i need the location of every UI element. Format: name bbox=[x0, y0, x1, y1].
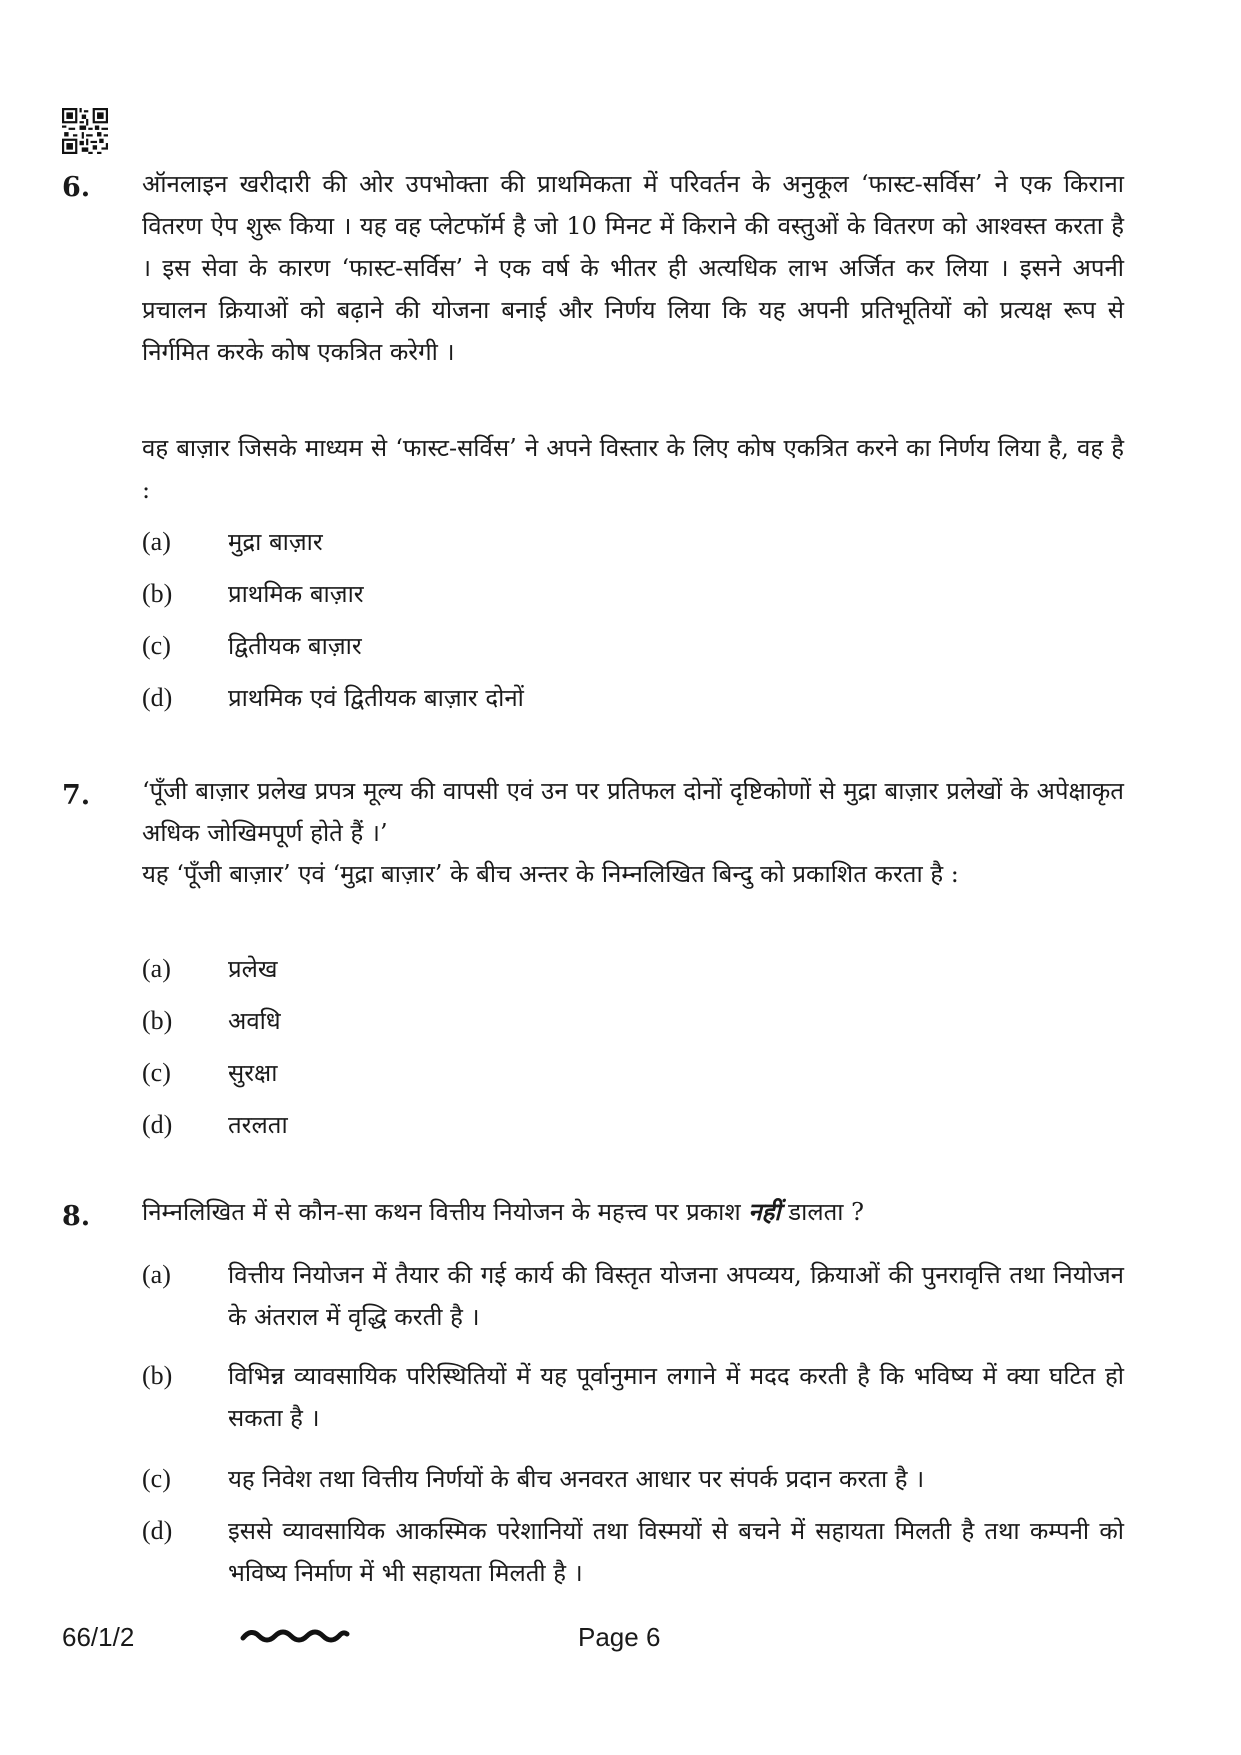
stem-text: डालता ? bbox=[788, 1198, 865, 1226]
option-label: (d) bbox=[142, 1516, 173, 1545]
option-label: (a) bbox=[142, 954, 171, 983]
option-label: (c) bbox=[142, 1464, 171, 1493]
option-text: इससे व्यावसायिक आकस्मिक परेशानियों तथा विस्मयों से बचने में सहायता मिलती है तथा कम्पनी को भविष्य निर्माण में भी सहायता मिलती है । bbox=[228, 1517, 1124, 1587]
question-paragraph: ऑनलाइन खरीदारी की ओर उपभोक्ता की प्राथमिकता में परिवर्तन के अनुकूल ‘फास्ट-सर्विस’ ने एक किराना वितरण ऐप शुरू किया । यह वह प्लेटफॉर्म है जो 10 मिनट में किराने की वस्तुओं के वितरण को आश्वस्त करता है । इस सेवा के कारण ‘फास्ट-सर्विस’ ने एक वर्ष के भीतर ही अत्यधिक लाभ अर्जित कर लिया । इसने अपनी प्रचालन क्रियाओं को बढ़ाने की योजना बनाई और निर्णय लिया कि यह अपनी प्रतिभूतियों को प्रत्यक्ष रूप से निर्गमित करके कोष एकत्रित करेगी । bbox=[142, 170, 1124, 366]
option-text: प्रलेख bbox=[228, 955, 278, 983]
question-number: 7. bbox=[62, 780, 91, 811]
question-quote: ‘पूँजी बाज़ार प्रलेख प्रपत्र मूल्य की वापसी एवं उन पर प्रतिफल दोनों दृष्टिकोणों से मुद्रा बाज़ार प्रलेखों के अपेक्षाकृत अधिक जोखिमपूर्ण होते हैं ।’ bbox=[142, 777, 1124, 847]
option-label: (c) bbox=[142, 631, 171, 660]
question-number: 8. bbox=[62, 1201, 91, 1232]
stem-text: निम्नलिखित में से कौन-सा कथन वित्तीय नियोजन के महत्त्व पर प्रकाश bbox=[142, 1198, 741, 1226]
option-text: यह निवेश तथा वित्तीय निर्णयों के बीच अनवरत आधार पर संपर्क प्रदान करता है । bbox=[228, 1465, 925, 1493]
qr-code-icon bbox=[62, 108, 108, 154]
option-text: विभिन्न व्यावसायिक परिस्थितियों में यह पूर्वानुमान लगाने में मदद करती है कि भविष्य में क्या घटित हो सकता है । bbox=[228, 1362, 1124, 1432]
option-label: (b) bbox=[142, 1006, 173, 1035]
question-stem bbox=[142, 1191, 1124, 1233]
option-label: (a) bbox=[142, 527, 171, 556]
option-text: प्राथमिक बाज़ार bbox=[228, 580, 364, 608]
option-c[interactable] bbox=[142, 1458, 1124, 1500]
option-text: तरलता bbox=[228, 1111, 288, 1139]
option-text: मुद्रा बाज़ार bbox=[228, 528, 323, 556]
option-label: (d) bbox=[142, 683, 173, 712]
option-text: अवधि bbox=[228, 1007, 281, 1035]
option-label: (a) bbox=[142, 1260, 171, 1289]
option-label: (d) bbox=[142, 1110, 173, 1139]
option-label: (b) bbox=[142, 579, 173, 608]
option-a[interactable] bbox=[142, 1254, 1124, 1338]
paper-code: 66/1/2 bbox=[62, 1622, 135, 1652]
question-prompt: यह ‘पूँजी बाज़ार’ एवं ‘मुद्रा बाज़ार’ के बीच अन्तर के निम्नलिखित बिन्दु को प्रकाशित करता है : bbox=[142, 860, 959, 888]
question-number: 6. bbox=[62, 172, 91, 203]
option-label: (c) bbox=[142, 1058, 171, 1087]
option-d[interactable] bbox=[142, 1510, 1124, 1594]
question-prompt: वह बाज़ार जिसके माध्यम से ‘फास्ट-सर्विस’ ने अपने विस्तार के लिए कोष एकत्रित करने का निर्णय लिया है, वह है : bbox=[142, 434, 1124, 504]
option-text: सुरक्षा bbox=[228, 1059, 278, 1087]
option-text: द्वितीयक बाज़ार bbox=[228, 632, 362, 660]
option-text: प्राथमिक एवं द्वितीयक बाज़ार दोनों bbox=[228, 684, 524, 712]
stem-emphasis: नहीं bbox=[748, 1197, 781, 1226]
tilde-ornament-icon bbox=[240, 1622, 350, 1650]
option-b[interactable] bbox=[142, 1355, 1124, 1439]
option-label: (b) bbox=[142, 1361, 173, 1390]
page-number: Page 6 bbox=[578, 1622, 661, 1652]
option-text: वित्तीय नियोजन में तैयार की गई कार्य की विस्तृत योजना अपव्यय, क्रियाओं की पुनरावृत्ति तथा नियोजन के अंतराल में वृद्धि करती है । bbox=[228, 1261, 1124, 1331]
